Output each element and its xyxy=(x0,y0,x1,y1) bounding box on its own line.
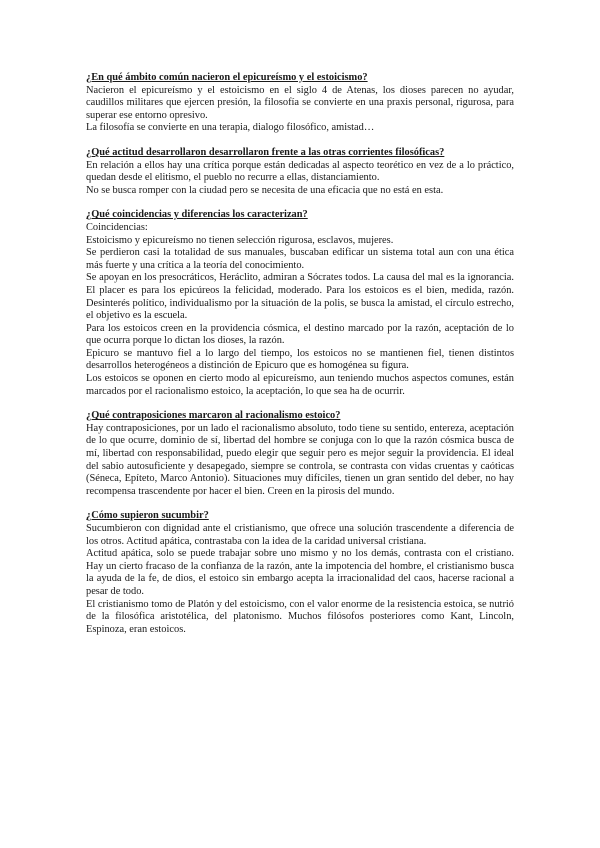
paragraph: Los estoicos se oponen en cierto modo al epicureísmo, aun teniendo muchos aspectos comunes, están marcados por el racionalismo estoico, la aceptación, lo que sea ha de ocurrir. xyxy=(86,373,514,397)
paragraph: En relación a ellos hay una crítica porque están dedicadas al aspecto teorético en vez de a lo práctico, quedan desde el elitismo, el pueblo no recurre a ellas, distanciamiento. xyxy=(86,159,514,184)
paragraph: Epicuro se mantuvo fiel a lo largo del tiempo, los estoicos no se mantienen fiel, tienen distintos desarrollos heterogéneos a distinción de Epicuro que es homogénea su figura. xyxy=(86,347,514,372)
paragraph: Se perdieron casi la totalidad de sus manuales, buscaban edificar un sistema total aun con una ética más fuerte y una crítica a la teoría del conocimiento. xyxy=(86,247,514,271)
section-succumb xyxy=(86,510,514,636)
paragraph: Sucumbieron con dignidad ante el cristianismo, que ofrece una solución trascendente a diferencia de los otros. Actitud apática, contrastaba con la idea de la caridad universal cristiana. xyxy=(86,523,514,547)
section-heading: ¿Qué actitud desarrollaron desarrollaron frente a las otras corrientes filosóficas? xyxy=(86,146,445,158)
paragraph: Se apoyan en los presocráticos, Heráclito, admiran a Sócrates todos. La causa del mal es la ignorancia. El placer es para los epicúreos la felicidad, moderado. Para los estoicos es el bien, medida, razón. Desinterés político, individualismo por la situación de la polis, se busca la amistad, el círculo estrecho, el objetivo es la escuela. xyxy=(86,272,514,322)
section-heading: ¿Cómo supieron sucumbir? xyxy=(86,510,209,522)
paragraph: Actitud apática, solo se puede trabajar sobre uno mismo y no los demás, contrasta con el cristiano. Hay un cierto fracaso de la confianza de la razón, ante la impotencia del hombre, el cristianismo busca la ayuda de la fe, de dios, el estoico sin embargo acepta la irracionalidad del caos, hacerse racional a pesar de todo. xyxy=(86,548,514,597)
paragraph: El cristianismo tomo de Platón y del estoicismo, con el valor enorme de la resistencia estoica, se nutrió de la filosófica aristotélica, del platonismo. Muchos filósofos posteriores como Kant, Lincoln, Espinoza, eran estoicos. xyxy=(86,598,514,635)
document-page xyxy=(86,72,514,648)
paragraph: Estoicismo y epicureísmo no tienen selección rigurosa, esclavos, mujeres. xyxy=(86,234,394,246)
section-coincidences xyxy=(86,209,514,398)
section-heading: ¿Qué contraposiciones marcaron al racionalismo estoico? xyxy=(86,410,341,422)
paragraph: La filosofía se convierte en una terapia, dialogo filosófico, amistad… xyxy=(86,122,375,134)
section-heading: ¿Qué coincidencias y diferencias los caracterizan? xyxy=(86,209,308,221)
paragraph: Coincidencias: xyxy=(86,221,148,233)
paragraph: Para los estoicos creen en la providencia cósmica, el destino marcado por la razón, aceptación de lo que ocurra porque lo dictan los dioses, la razón. xyxy=(86,322,514,347)
paragraph: No se busca romper con la ciudad pero se necesita de una eficacia que no está en esta. xyxy=(86,184,444,196)
section-common-origin xyxy=(86,72,514,135)
paragraph: Nacieron el epicureísmo y el estoicismo en el siglo 4 de Atenas, los dioses parecen no ayudar, caudillos militares que ejercen presión, la filosofía se convierte en una praxis personal, rigurosa, para superar ese entorno opresivo. xyxy=(86,84,514,121)
paragraph: Hay contraposiciones, por un lado el racionalismo absoluto, todo tiene su sentido, entereza, aceptación de lo que ocurre, dominio de sí, libertad del hombre se conjuga con lo que la razón cósmica busca de mí, libertad con responsabilidad, puedo elegir que seguir pero es mejor seguir la providencia. El ideal del sabio autosuficiente y desapegado, siempre se controla, se contrasta con vidas cruentas y caóticas (Séneca, Epíteto, Marco Antonio). Situaciones muy difíciles, tienen un gran sentido del deber, no hay recompensa trascendente por hacer el bien. Creen en la pirosis del mundo. xyxy=(86,422,514,497)
section-attitude xyxy=(86,147,514,197)
section-contrapositions xyxy=(86,410,514,498)
section-heading: ¿En qué ámbito común nacieron el epicureísmo y el estoicismo? xyxy=(86,72,368,83)
